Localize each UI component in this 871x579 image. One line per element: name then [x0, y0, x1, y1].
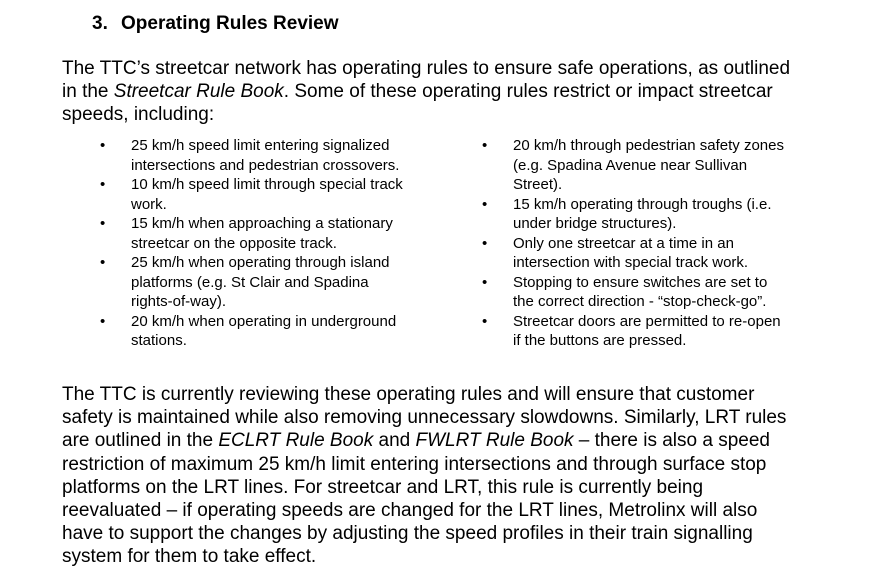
bullet-text: Only one streetcar at a time in an: [513, 234, 734, 252]
closing-line: restriction of maximum 25 km/h limit entering intersections and through surface stop: [62, 453, 767, 475]
rule-book-title: Streetcar Rule Book: [113, 81, 284, 103]
bullet-text: the correct direction - “stop-check-go”.: [513, 293, 767, 310]
intro-line: [62, 80, 862, 103]
bullet-text: 25 km/h when operating through island: [131, 254, 390, 271]
bullet-item: [482, 273, 862, 312]
bullet-text: Street).: [513, 176, 563, 193]
bullet-dot-icon: •: [100, 176, 106, 193]
bullet-text: if the buttons are pressed.: [513, 332, 687, 349]
bullet-item: [482, 234, 862, 273]
bullet-text: intersections and pedestrian crossovers.: [131, 156, 400, 174]
closing-line: reevaluated – if operating speeds are changed for the LRT lines, Metrolinx will also: [62, 500, 758, 522]
bullet-dot-icon: •: [100, 215, 106, 232]
section-title: Operating Rules Review: [121, 13, 339, 34]
right-bullet-list: [482, 136, 862, 351]
intro-text: in the: [62, 81, 114, 103]
bullet-dot-icon: •: [482, 234, 488, 252]
bullet-item: [100, 175, 460, 214]
bullet-text: 15 km/h when approaching a stationary: [131, 215, 393, 232]
bullet-text: 25 km/h speed limit entering signalized: [131, 137, 390, 154]
closing-text: and: [373, 430, 416, 452]
intro-text: . Some of these operating rules restrict or impact streetcar: [283, 81, 773, 103]
bullet-item: [100, 214, 460, 253]
closing-paragraph: [62, 383, 862, 569]
closing-line: system for them to take effect.: [62, 546, 317, 568]
bullet-dot-icon: •: [482, 137, 488, 154]
bullet-text: (e.g. Spadina Avenue near Sullivan: [513, 156, 748, 174]
bullet-text: 15 km/h operating through troughs (i.e.: [513, 195, 772, 213]
bullet-text: rights-of-way).: [131, 293, 227, 310]
left-bullet-list: [100, 136, 460, 351]
bullet-text: Streetcar doors are permitted to re-open: [513, 312, 781, 330]
bullet-item: [482, 136, 862, 195]
bullet-text: Stopping to ensure switches are set to: [513, 273, 768, 291]
intro-line: speeds, including:: [62, 104, 215, 126]
closing-line: platforms on the LRT lines. For streetcar and LRT, this rule is currently being: [62, 476, 704, 498]
closing-line: [62, 429, 862, 452]
bullet-text: work.: [131, 195, 167, 213]
bullet-dot-icon: •: [482, 195, 488, 213]
section-number: 3.: [92, 13, 108, 34]
bullet-dot-icon: •: [482, 312, 488, 330]
fwlrt-rule-book-title: FWLRT Rule Book: [415, 430, 574, 452]
bullet-item: [482, 312, 862, 351]
closing-line: have to support the changes by adjusting the speed profiles in their train signalling: [62, 523, 753, 545]
bullet-item: [100, 136, 460, 175]
closing-line: safety is maintained while also removing unnecessary slowdowns. Similarly, LRT rules: [62, 407, 787, 429]
eclrt-rule-book-title: ECLRT Rule Book: [218, 430, 374, 452]
bullet-text: intersection with special track work.: [513, 254, 749, 271]
intro-line: The TTC’s streetcar network has operating rules to ensure safe operations, as outlined: [62, 58, 791, 79]
bullet-item: [100, 312, 460, 351]
section-heading: [92, 12, 339, 36]
bullet-text: 20 km/h through pedestrian safety zones: [513, 137, 784, 154]
bullet-text: stations.: [131, 332, 187, 349]
bullet-dot-icon: •: [100, 254, 106, 271]
bullet-text: platforms (e.g. St Clair and Spadina: [131, 273, 369, 291]
closing-line: The TTC is currently reviewing these operating rules and will ensure that customer: [62, 384, 755, 405]
intro-paragraph: [62, 57, 862, 127]
bullet-dot-icon: •: [100, 137, 106, 154]
bullet-item: [100, 253, 460, 312]
bullet-text: under bridge structures).: [513, 215, 677, 232]
bullet-dot-icon: •: [482, 273, 488, 291]
bullet-text: 10 km/h speed limit through special track: [131, 176, 403, 193]
bullet-text: 20 km/h when operating in underground: [131, 312, 397, 330]
bullet-dot-icon: •: [100, 312, 106, 330]
bullet-text: streetcar on the opposite track.: [131, 234, 337, 252]
closing-text: – there is also a speed: [573, 430, 770, 452]
bullet-item: [482, 195, 862, 234]
closing-text: are outlined in the: [62, 430, 219, 452]
